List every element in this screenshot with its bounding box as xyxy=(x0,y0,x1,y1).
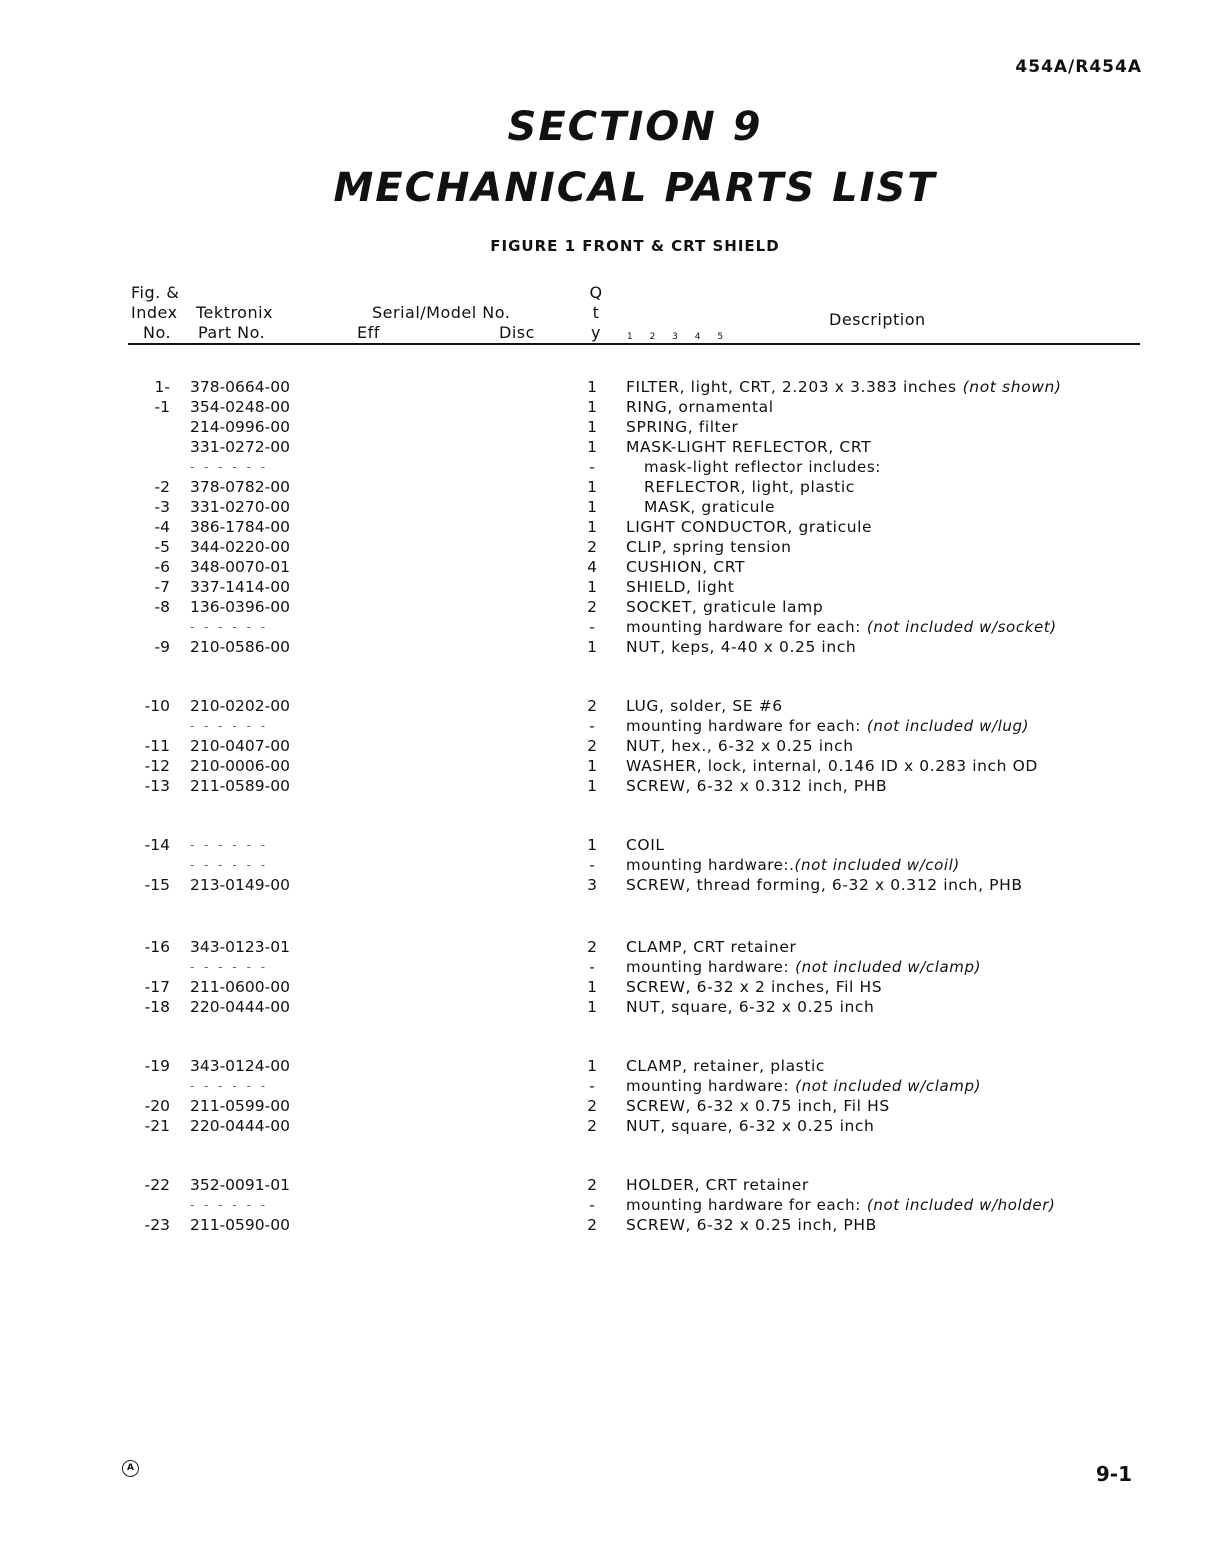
description-text: SCREW, thread forming, 6-32 x 0.312 inch, PHB xyxy=(626,876,1023,894)
table-row xyxy=(0,417,1220,437)
table-row xyxy=(0,537,1220,557)
quantity: 2 xyxy=(587,598,597,616)
table-row xyxy=(0,457,1220,477)
part-number: 220-0444-00 xyxy=(190,1117,290,1135)
description-text: SHIELD, light xyxy=(626,578,735,596)
quantity: 2 xyxy=(587,1216,597,1234)
quantity: - xyxy=(589,856,595,874)
part-number: 378-0664-00 xyxy=(190,378,290,396)
index-number: -4 xyxy=(154,518,170,536)
quantity: - xyxy=(589,717,595,735)
description xyxy=(626,617,1057,637)
page-title: MECHANICAL PARTS LIST xyxy=(333,165,937,211)
description-text: SCREW, 6-32 x 0.312 inch, PHB xyxy=(626,777,888,795)
table-row xyxy=(0,1056,1220,1076)
quantity: 1 xyxy=(587,978,597,996)
table-row xyxy=(0,597,1220,617)
description-text: mounting hardware for each: xyxy=(626,1196,861,1214)
description-text: mounting hardware: xyxy=(626,958,790,976)
quantity: - xyxy=(589,458,595,476)
index-number: -3 xyxy=(154,498,170,516)
description-note: (not included w/holder) xyxy=(866,1196,1056,1214)
part-number: - - - - - - xyxy=(190,719,269,733)
description-text: REFLECTOR, light, plastic xyxy=(644,478,855,496)
description-text: NUT, keps, 4-40 x 0.25 inch xyxy=(626,638,857,656)
table-row xyxy=(0,1215,1220,1235)
quantity: 1 xyxy=(587,498,597,516)
header-rule xyxy=(128,343,1140,345)
part-number: - - - - - - xyxy=(190,620,269,634)
quantity: 2 xyxy=(587,1117,597,1135)
quantity: 1 xyxy=(587,836,597,854)
part-number: 210-0407-00 xyxy=(190,737,290,755)
part-number: - - - - - - xyxy=(190,858,269,872)
quantity: 2 xyxy=(587,538,597,556)
description-note: (not shown) xyxy=(962,378,1062,396)
part-number: 211-0590-00 xyxy=(190,1216,290,1234)
part-number: - - - - - - xyxy=(190,1079,269,1093)
quantity: 2 xyxy=(587,1097,597,1115)
header-description: Description xyxy=(829,310,926,329)
header-tek-line2: Part No. xyxy=(198,323,266,342)
description-text: COIL xyxy=(626,836,665,854)
part-number: 210-0586-00 xyxy=(190,638,290,656)
header-qty-q: Q xyxy=(589,283,603,302)
description-text: mask-light reflector includes: xyxy=(644,458,881,476)
table-row xyxy=(0,957,1220,977)
header-fig-line1: Fig. & xyxy=(131,283,180,302)
header-tek-line1: Tektronix xyxy=(196,303,274,322)
table-row xyxy=(0,1076,1220,1096)
table-row xyxy=(0,855,1220,875)
indent-level-digits: 1 2 3 4 5 xyxy=(627,332,731,342)
quantity: 1 xyxy=(587,638,597,656)
table-row xyxy=(0,716,1220,736)
quantity: 1 xyxy=(587,378,597,396)
description xyxy=(626,397,774,417)
index-number: -16 xyxy=(144,938,170,956)
table-row xyxy=(0,437,1220,457)
part-number: 331-0270-00 xyxy=(190,498,290,516)
description-text: LUG, solder, SE #6 xyxy=(626,697,783,715)
description xyxy=(626,417,738,437)
header-fig-line3: No. xyxy=(143,323,172,342)
description-text: MASK-LIGHT REFLECTOR, CRT xyxy=(626,438,872,456)
table-row xyxy=(0,736,1220,756)
table-row xyxy=(0,997,1220,1017)
quantity: 2 xyxy=(587,938,597,956)
table-row xyxy=(0,637,1220,657)
table-row xyxy=(0,497,1220,517)
description-text: HOLDER, CRT retainer xyxy=(626,1176,809,1194)
description xyxy=(626,696,783,716)
index-number: -17 xyxy=(144,978,170,996)
part-number: 210-0006-00 xyxy=(190,757,290,775)
table-row xyxy=(0,1175,1220,1195)
index-number: -2 xyxy=(154,478,170,496)
description xyxy=(626,1195,1055,1215)
description-note: (not included w/clamp) xyxy=(795,958,982,976)
header-fig-line2: Index xyxy=(131,303,178,322)
quantity: 1 xyxy=(587,418,597,436)
quantity: - xyxy=(589,958,595,976)
description-note: (not included w/lug) xyxy=(866,717,1030,735)
part-number: - - - - - - xyxy=(190,960,269,974)
quantity: 1 xyxy=(587,478,597,496)
description-text: WASHER, lock, internal, 0.146 ID x 0.283 inch OD xyxy=(626,757,1038,775)
table-row xyxy=(0,377,1220,397)
table-row xyxy=(0,397,1220,417)
quantity: 1 xyxy=(587,578,597,596)
model-number: 454A/R454A xyxy=(1015,57,1142,77)
description xyxy=(644,457,881,477)
part-number: 220-0444-00 xyxy=(190,998,290,1016)
description xyxy=(626,957,981,977)
part-number: 354-0248-00 xyxy=(190,398,290,416)
description-text: mounting hardware: xyxy=(626,1077,790,1095)
part-number: 214-0996-00 xyxy=(190,418,290,436)
description-text: CUSHION, CRT xyxy=(626,558,746,576)
quantity: 2 xyxy=(587,1176,597,1194)
index-number: -22 xyxy=(144,1176,170,1194)
quantity: 1 xyxy=(587,757,597,775)
description xyxy=(644,497,775,517)
part-number: 344-0220-00 xyxy=(190,538,290,556)
description xyxy=(626,437,871,457)
index-number: -12 xyxy=(144,757,170,775)
part-number: 352-0091-01 xyxy=(190,1176,290,1194)
index-number: -14 xyxy=(144,836,170,854)
table-row xyxy=(0,617,1220,637)
description-text: RING, ornamental xyxy=(626,398,774,416)
description xyxy=(626,377,1062,397)
header-eff: Eff xyxy=(357,323,380,342)
table-row xyxy=(0,756,1220,776)
index-number: -10 xyxy=(144,697,170,715)
description xyxy=(626,756,1038,776)
description xyxy=(626,977,882,997)
description-text: mounting hardware for each: xyxy=(626,717,861,735)
index-number: -11 xyxy=(144,737,170,755)
index-number: -20 xyxy=(144,1097,170,1115)
header-qty-t: t xyxy=(592,303,600,322)
description-text: NUT, hex., 6-32 x 0.25 inch xyxy=(626,737,854,755)
description-text: SCREW, 6-32 x 2 inches, Fil HS xyxy=(626,978,883,996)
description-text: CLAMP, retainer, plastic xyxy=(626,1057,826,1075)
quantity: 1 xyxy=(587,518,597,536)
index-number: -18 xyxy=(144,998,170,1016)
index-number: -15 xyxy=(144,876,170,894)
description xyxy=(626,1056,825,1076)
description xyxy=(626,835,665,855)
description xyxy=(626,855,960,875)
index-number: -19 xyxy=(144,1057,170,1075)
part-number: 211-0600-00 xyxy=(190,978,290,996)
description-text: mounting hardware:. xyxy=(626,856,795,874)
description xyxy=(626,577,734,597)
part-number: 213-0149-00 xyxy=(190,876,290,894)
description-text: SPRING, filter xyxy=(626,418,739,436)
description-text: SCREW, 6-32 x 0.75 inch, Fil HS xyxy=(626,1097,890,1115)
table-row xyxy=(0,517,1220,537)
index-number: -9 xyxy=(154,638,170,656)
description-text: mounting hardware for each: xyxy=(626,618,861,636)
quantity: - xyxy=(589,1077,595,1095)
table-row xyxy=(0,1096,1220,1116)
part-number: 343-0124-00 xyxy=(190,1057,290,1075)
table-row xyxy=(0,875,1220,895)
table-row xyxy=(0,977,1220,997)
part-number: 211-0599-00 xyxy=(190,1097,290,1115)
description-text: MASK, graticule xyxy=(644,498,776,516)
description-note: (not included w/socket) xyxy=(866,618,1057,636)
description-text: NUT, square, 6-32 x 0.25 inch xyxy=(626,998,875,1016)
description-text: FILTER, light, CRT, 2.203 x 3.383 inches xyxy=(626,378,957,396)
quantity: 1 xyxy=(587,438,597,456)
description xyxy=(626,937,796,957)
description xyxy=(626,1215,877,1235)
part-number: 348-0070-01 xyxy=(190,558,290,576)
index-number: -7 xyxy=(154,578,170,596)
table-row xyxy=(0,1116,1220,1136)
description xyxy=(626,1116,874,1136)
table-row xyxy=(0,835,1220,855)
description-note: (not included w/coil) xyxy=(794,856,960,874)
part-number: - - - - - - xyxy=(190,1198,269,1212)
quantity: 3 xyxy=(587,876,597,894)
part-number: 136-0396-00 xyxy=(190,598,290,616)
description xyxy=(626,517,872,537)
revision-mark: A xyxy=(122,1460,139,1477)
description-text: NUT, square, 6-32 x 0.25 inch xyxy=(626,1117,875,1135)
table-row xyxy=(0,557,1220,577)
description xyxy=(626,776,887,796)
description-text: SCREW, 6-32 x 0.25 inch, PHB xyxy=(626,1216,877,1234)
part-number: 331-0272-00 xyxy=(190,438,290,456)
index-number: -8 xyxy=(154,598,170,616)
quantity: - xyxy=(589,1196,595,1214)
description xyxy=(626,736,854,756)
description xyxy=(626,537,792,557)
index-number: -21 xyxy=(144,1117,170,1135)
part-number: 343-0123-01 xyxy=(190,938,290,956)
part-number: 378-0782-00 xyxy=(190,478,290,496)
description-text: CLIP, spring tension xyxy=(626,538,792,556)
table-row xyxy=(0,577,1220,597)
table-row xyxy=(0,1195,1220,1215)
table-row xyxy=(0,477,1220,497)
description xyxy=(626,875,1023,895)
quantity: 1 xyxy=(587,777,597,795)
description xyxy=(626,597,823,617)
quantity: 2 xyxy=(587,697,597,715)
description-note: (not included w/clamp) xyxy=(795,1077,982,1095)
quantity: 2 xyxy=(587,737,597,755)
table-row xyxy=(0,696,1220,716)
table-row xyxy=(0,776,1220,796)
description xyxy=(626,1076,981,1096)
part-number: - - - - - - xyxy=(190,460,269,474)
quantity: 1 xyxy=(587,1057,597,1075)
part-number: - - - - - - xyxy=(190,838,269,852)
description xyxy=(644,477,855,497)
description xyxy=(626,557,745,577)
description-text: SOCKET, graticule lamp xyxy=(626,598,824,616)
quantity: 4 xyxy=(587,558,597,576)
quantity: - xyxy=(589,618,595,636)
description-text: CLAMP, CRT retainer xyxy=(626,938,797,956)
index-number: -6 xyxy=(154,558,170,576)
header-qty-y: y xyxy=(591,323,601,342)
description xyxy=(626,997,874,1017)
index-number: -5 xyxy=(154,538,170,556)
table-row xyxy=(0,937,1220,957)
part-number: 386-1784-00 xyxy=(190,518,290,536)
section-heading: SECTION 9 xyxy=(507,104,763,150)
index-number: -1 xyxy=(154,398,170,416)
description xyxy=(626,716,1029,736)
index-number: -23 xyxy=(144,1216,170,1234)
part-number: 337-1414-00 xyxy=(190,578,290,596)
description-text: LIGHT CONDUCTOR, graticule xyxy=(626,518,873,536)
index-number: -13 xyxy=(144,777,170,795)
part-number: 210-0202-00 xyxy=(190,697,290,715)
part-number: 211-0589-00 xyxy=(190,777,290,795)
quantity: 1 xyxy=(587,398,597,416)
description xyxy=(626,1175,809,1195)
index-number: 1- xyxy=(154,378,170,396)
figure-title: FIGURE 1 FRONT & CRT SHIELD xyxy=(490,237,780,255)
quantity: 1 xyxy=(587,998,597,1016)
header-serial: Serial/Model No. xyxy=(372,303,511,322)
header-disc: Disc xyxy=(499,323,535,342)
description xyxy=(626,637,856,657)
description xyxy=(626,1096,890,1116)
page-number: 9-1 xyxy=(1095,1462,1132,1486)
